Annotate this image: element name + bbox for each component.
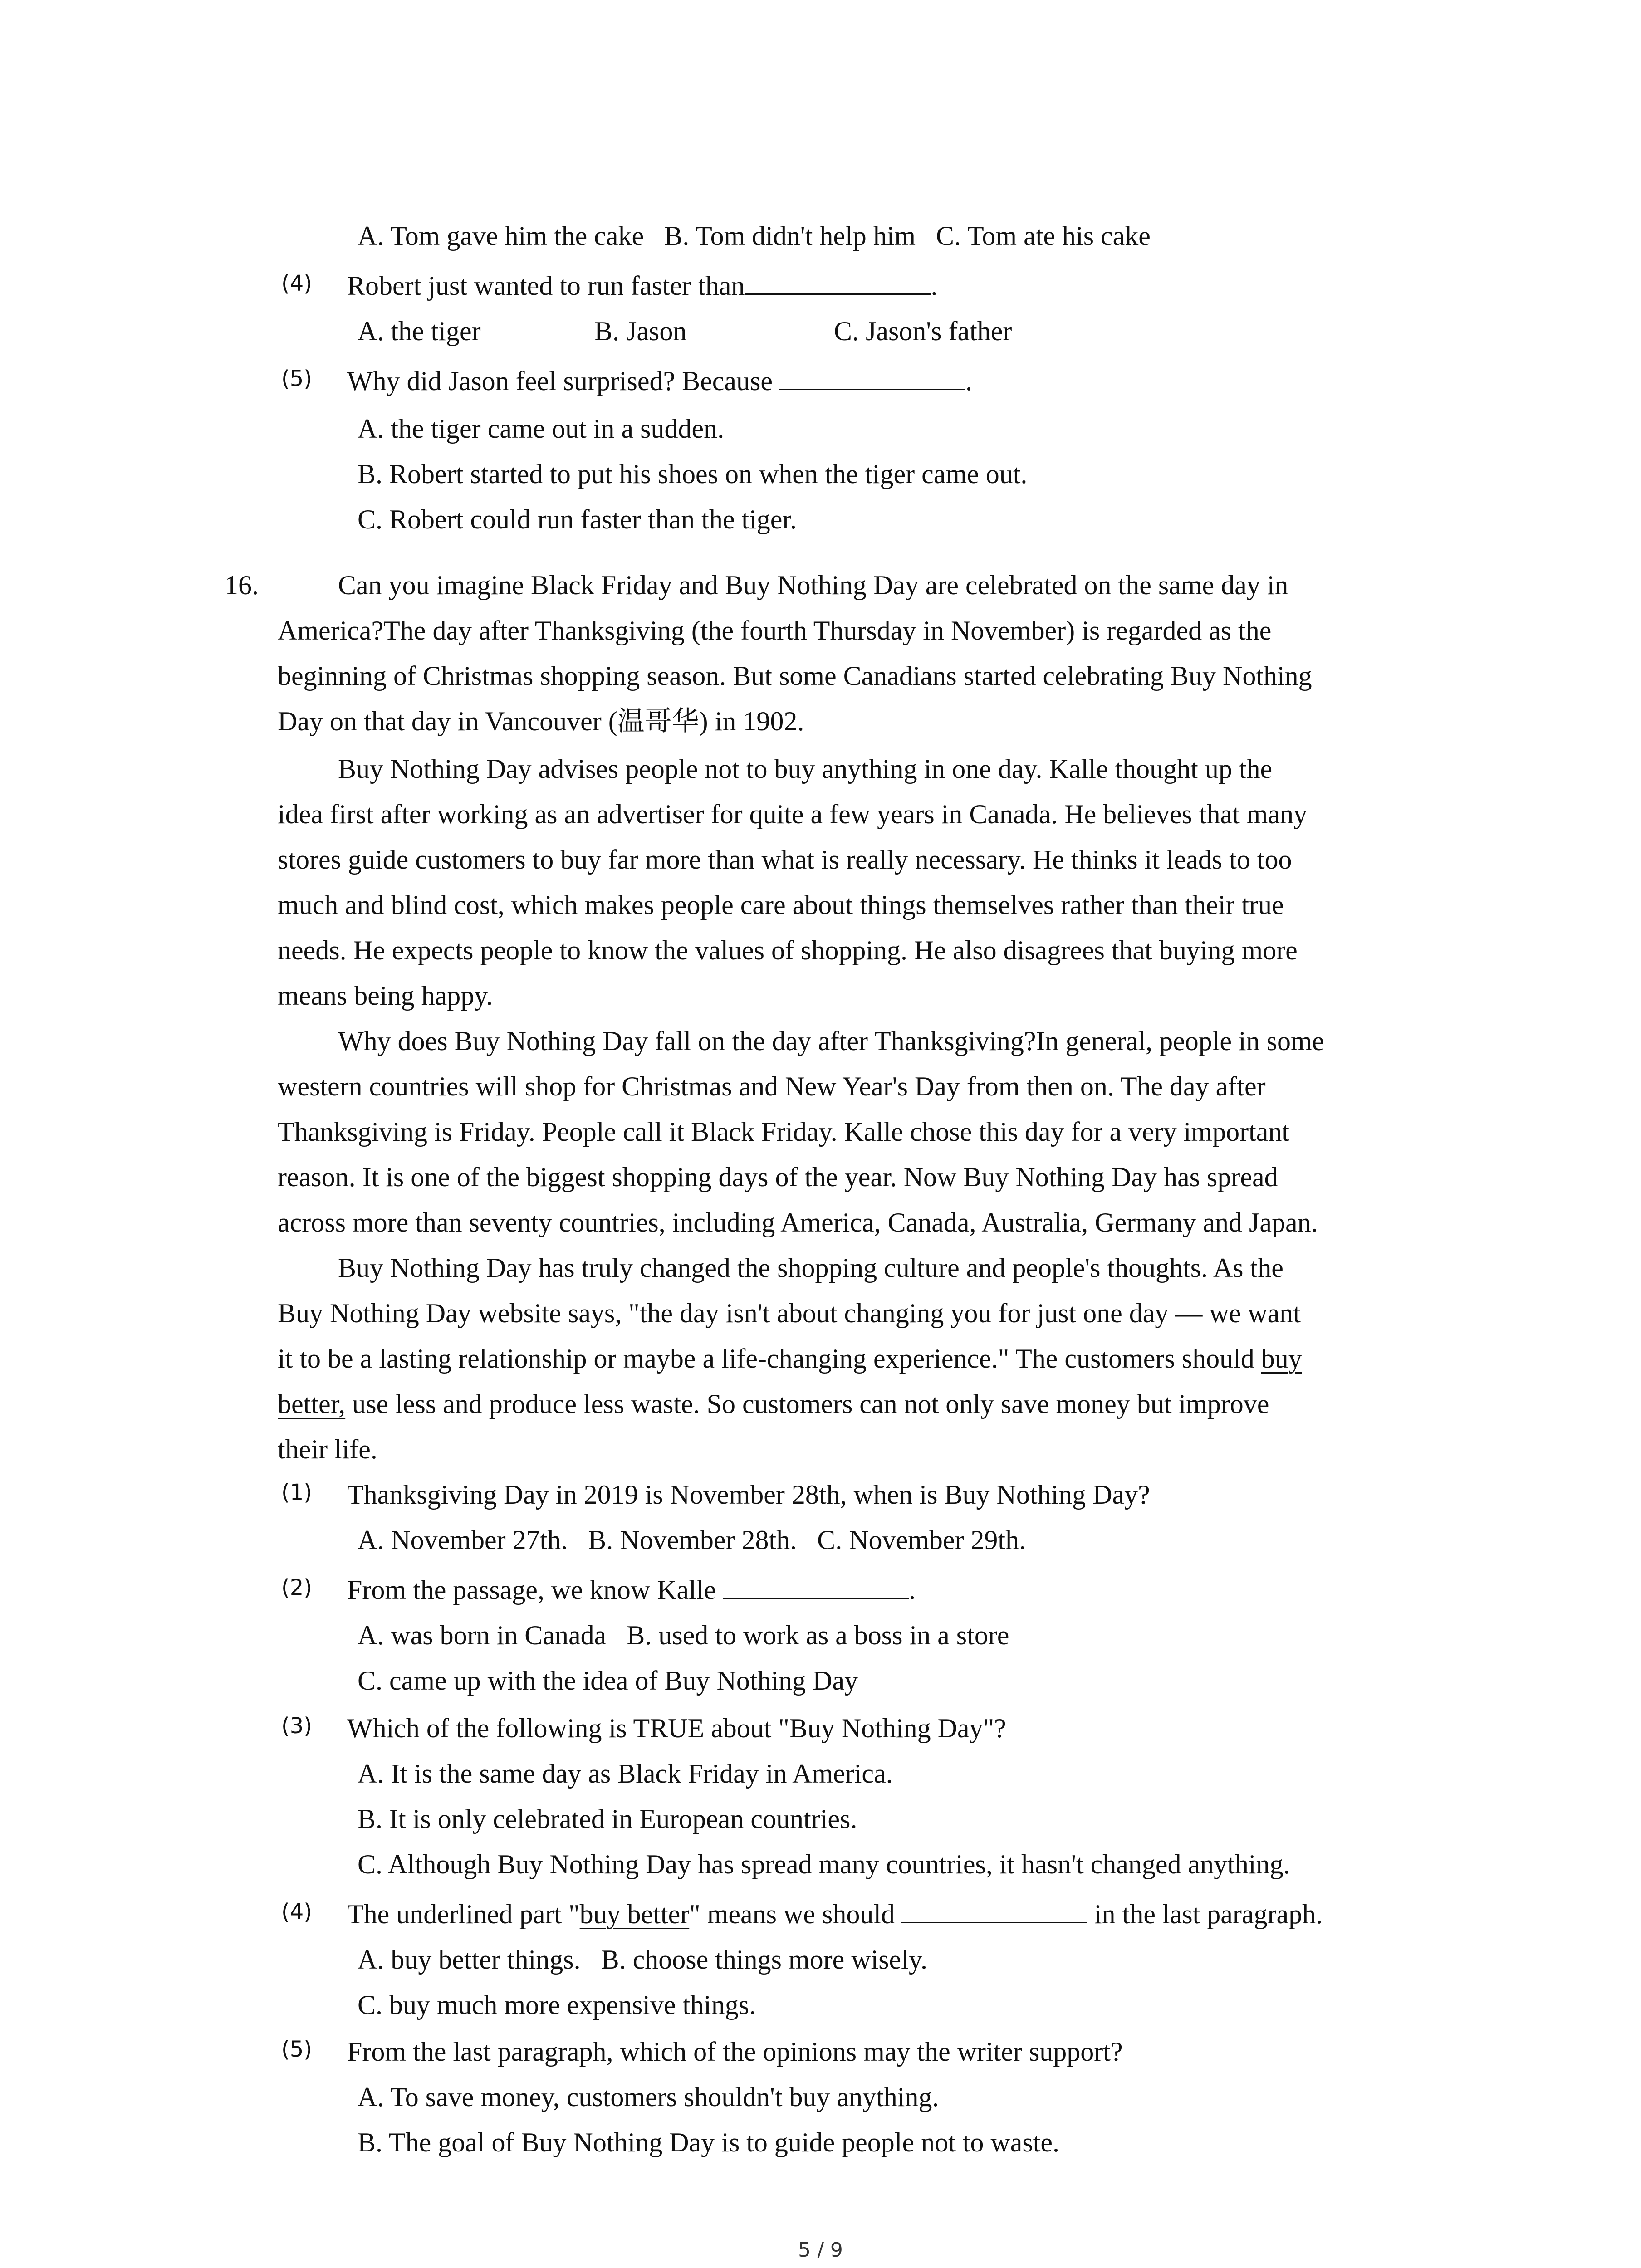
q2-options-line1: A. was born in Canada B. used to work as a boss in a store — [358, 1620, 1009, 1650]
answer-blank — [901, 1897, 1087, 1923]
passage-line: Buy Nothing Day website says, "the day isn't about changing you for just one day — we want — [278, 1298, 1301, 1328]
q1-options: A. November 27th. B. November 28th. C. November 29th. — [358, 1525, 1026, 1555]
answer-blank — [779, 364, 965, 390]
passage-line: needs. He expects people to know the values of shopping. He also disagrees that buying more — [278, 935, 1298, 965]
passage-line: beginning of Christmas shopping season. But some Canadians started celebrating Buy Nothing — [278, 661, 1312, 691]
q4-options-line2: C. buy much more expensive things. — [358, 1990, 756, 2020]
passage-line: Thanksgiving is Friday. People call it Black Friday. Kalle chose this day for a very important — [278, 1117, 1290, 1147]
q3-option-c: C. Although Buy Nothing Day has spread many countries, it hasn't changed anything. — [358, 1849, 1290, 1879]
prev-q4-option-b: B. Jason — [594, 316, 687, 346]
passage-line: reason. It is one of the biggest shopping days of the year. Now Buy Nothing Day has spread — [278, 1162, 1278, 1192]
q3-number: (3) — [281, 1713, 312, 1739]
passage-line: much and blind cost, which makes people care about things themselves rather than their true — [278, 890, 1284, 920]
q2-options-line2: C. came up with the idea of Buy Nothing Day — [358, 1666, 858, 1696]
underlined-phrase: buy — [1261, 1344, 1302, 1374]
q1-number: (1) — [281, 1480, 312, 1505]
q1-stem: Thanksgiving Day in 2019 is November 28th, when is Buy Nothing Day? — [347, 1480, 1150, 1510]
q2-number: (2) — [281, 1575, 312, 1600]
passage-line: it to be a lasting relationship or maybe a life-changing experience." The customers should buy — [278, 1344, 1302, 1374]
prev-q5-stem: Why did Jason feel surprised? Because . — [347, 363, 972, 399]
prev-q5-option-c: C. Robert could run faster than the tiger. — [358, 504, 797, 534]
passage-line: Buy Nothing Day has truly changed the shopping culture and people's thoughts. As the — [338, 1253, 1283, 1283]
prev-q4-option-c: C. Jason's father — [834, 316, 1012, 346]
passage-line: Day on that day in Vancouver (温哥华) in 1902. — [278, 706, 804, 736]
passage-line: means being happy. — [278, 981, 493, 1011]
prev-q5-number: (5) — [281, 366, 312, 391]
q5-number: (5) — [281, 2037, 312, 2062]
prev-q5-option-a: A. the tiger came out in a sudden. — [358, 414, 725, 444]
question-number: 16. — [225, 570, 259, 600]
q2-stem: From the passage, we know Kalle . — [347, 1572, 916, 1608]
q3-option-b: B. It is only celebrated in European countries. — [358, 1804, 857, 1834]
q3-option-a: A. It is the same day as Black Friday in America. — [358, 1759, 893, 1789]
answer-blank — [723, 1573, 909, 1599]
passage-line: stores guide customers to buy far more than what is really necessary. He thinks it leads to too — [278, 845, 1292, 875]
q3-stem: Which of the following is TRUE about "Buy Nothing Day"? — [347, 1713, 1006, 1743]
passage-line: Buy Nothing Day advises people not to buy anything in one day. Kalle thought up the — [338, 754, 1273, 784]
passage-line: western countries will shop for Christmas and New Year's Day from then on. The day after — [278, 1071, 1266, 1101]
answer-blank — [745, 269, 931, 295]
page-number: 5 / 9 — [798, 2239, 843, 2262]
passage-line: across more than seventy countries, including America, Canada, Australia, Germany and Japan. — [278, 1207, 1318, 1237]
q5-option-a: A. To save money, customers shouldn't buy anything. — [358, 2082, 939, 2112]
passage-line: better, use less and produce less waste. So customers can not only save money but improve — [278, 1389, 1269, 1419]
prev-q5-option-b: B. Robert started to put his shoes on when the tiger came out. — [358, 459, 1028, 489]
underlined-phrase: buy better — [579, 1899, 690, 1929]
passage-line: idea first after working as an advertiser for quite a few years in Canada. He believes that many — [278, 799, 1308, 829]
passage-line: Can you imagine Black Friday and Buy Nothing Day are celebrated on the same day in — [338, 570, 1288, 600]
q5-option-b: B. The goal of Buy Nothing Day is to guide people not to waste. — [358, 2127, 1060, 2157]
q4-number: (4) — [281, 1899, 312, 1925]
prev-q4-option-a: A. the tiger — [358, 316, 481, 346]
prev-q4-stem: Robert just wanted to run faster than . — [347, 268, 937, 304]
q4-stem: The underlined part "buy better" means we should in the last paragraph. — [347, 1896, 1323, 1932]
passage-line: their life. — [278, 1434, 377, 1464]
prev-q4-number: (4) — [281, 271, 312, 296]
q4-options-line1: A. buy better things. B. choose things more wisely. — [358, 1945, 927, 1975]
passage-line: Why does Buy Nothing Day fall on the day after Thanksgiving?In general, people in some — [338, 1026, 1324, 1056]
passage-line: America?The day after Thanksgiving (the fourth Thursday in November) is regarded as the — [278, 616, 1272, 645]
prev-q3-options: A. Tom gave him the cake B. Tom didn't help him C. Tom ate his cake — [358, 221, 1151, 251]
underlined-phrase: better, — [278, 1389, 346, 1419]
q5-stem: From the last paragraph, which of the opinions may the writer support? — [347, 2037, 1123, 2067]
